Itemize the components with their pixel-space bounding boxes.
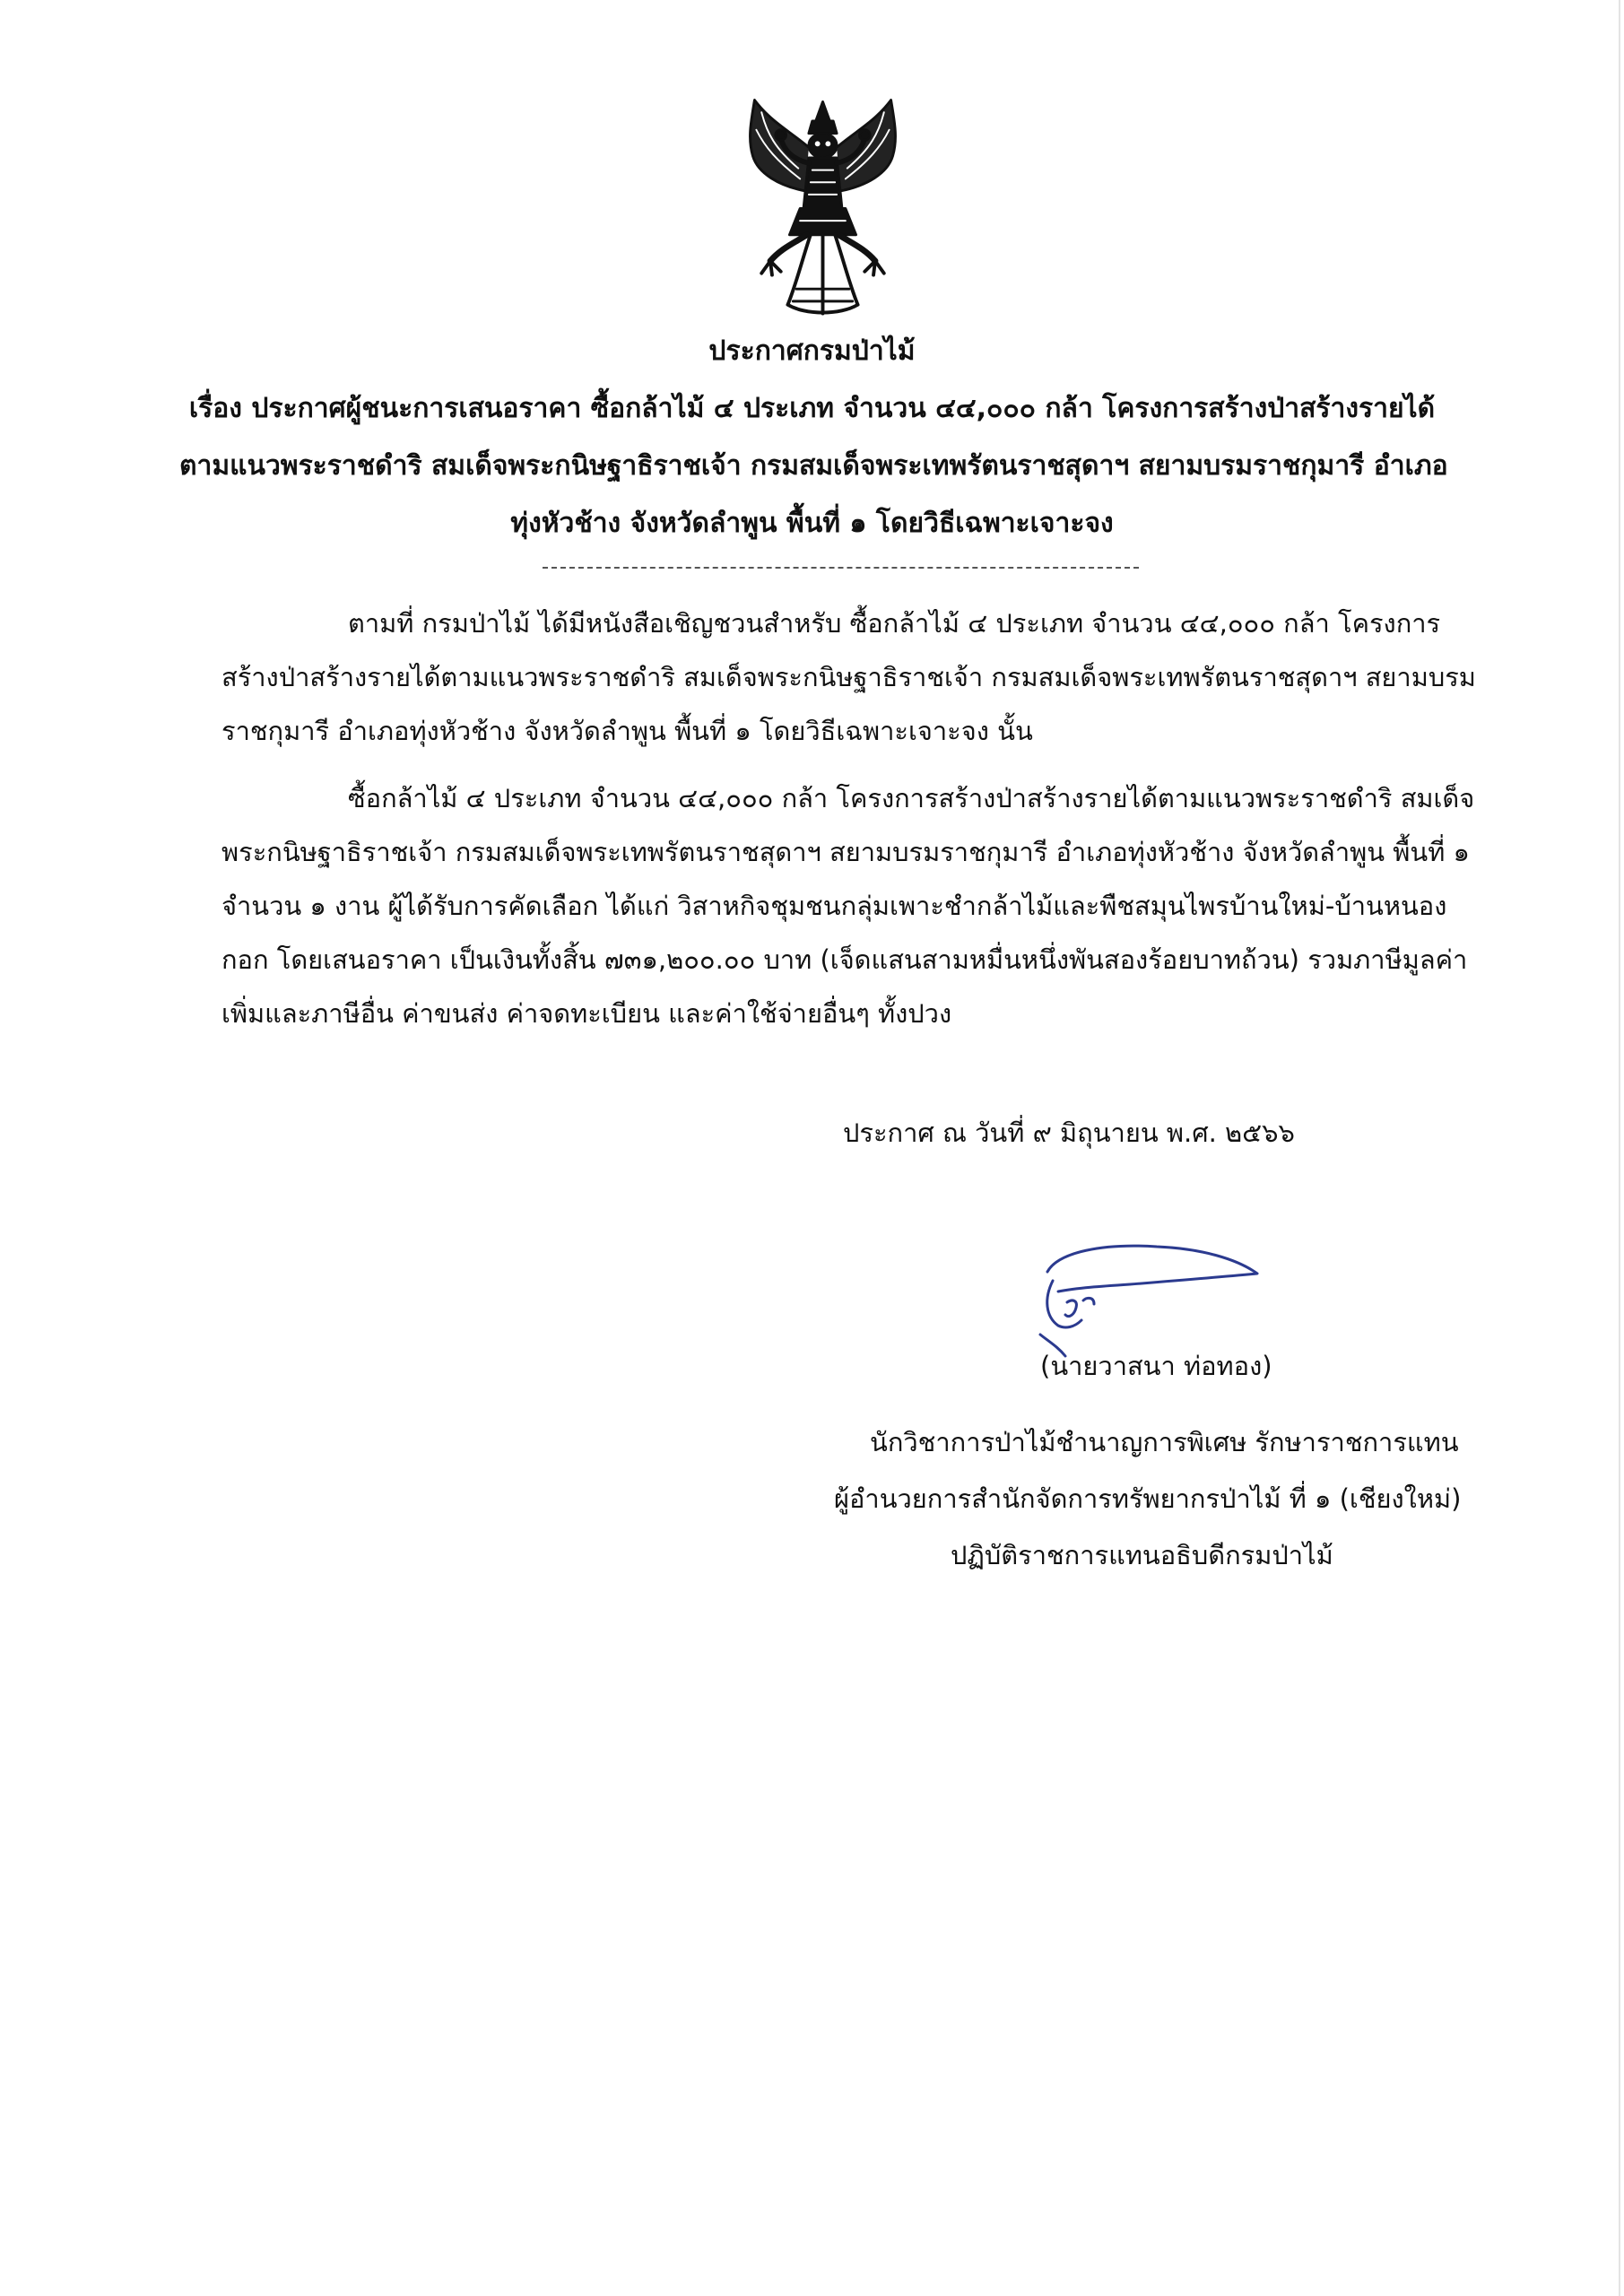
- body-paragraph-1: [0, 596, 1476, 758]
- garuda-emblem-icon: [735, 94, 910, 323]
- signatory-title: ผู้อำนวยการสำนักจัดการทรัพยากรป่าไม้ ที่ ๑ (เชียงใหม่): [834, 1483, 1462, 1514]
- signatory-title: ปฏิบัติราชการแทนอธิบดีกรมป่าไม้: [951, 1540, 1333, 1570]
- subject-line: ตามแนวพระราชดำริ สมเด็จพระกนิษฐาธิราชเจ้า กรมสมเด็จพระเทพรัตนราชสุดาฯ สยามบรมราชกุมารี อำเภอ: [179, 450, 1448, 482]
- paragraph-line: เพิ่มและภาษีอื่น ค่าขนส่ง ค่าจดทะเบียน และค่าใช้จ่ายอื่นๆ ทั้งปวง: [221, 998, 952, 1029]
- paragraph-line: ราชกุมารี อำเภอทุ่งหัวช้าง จังหวัดลำพูน พื้นที่ ๑ โดยวิธีเฉพาะเจาะจง นั้น: [221, 716, 1033, 746]
- paragraph-line: พระกนิษฐาธิราชเจ้า กรมสมเด็จพระเทพรัตนราชสุดาฯ สยามบรมราชกุมารี อำเภอทุ่งหัวช้าง จังหวัดลำพูน พื้นที่ ๑: [221, 837, 1470, 867]
- paragraph-line: ซื้อกล้าไม้ ๔ ประเภท จำนวน ๔๔,๐๐๐ กล้า โครงการสร้างป่าสร้างรายได้ตามแนวพระราชดำริ สมเด็จ: [348, 783, 1475, 813]
- page-edge: [1619, 0, 1620, 2296]
- paragraph-line: ตามที่ กรมป่าไม้ ได้มีหนังสือเชิญชวนสำหรับ ซื้อกล้าไม้ ๔ ประเภท จำนวน ๔๔,๐๐๐ กล้า โครงการ: [348, 608, 1441, 639]
- paragraph-line: กอก โดยเสนอราคา เป็นเงินทั้งสิ้น ๗๓๑,๒๐๐.๐๐ บาท (เจ็ดแสนสามหมื่นหนึ่งพันสองร้อยบาทถ้วน) รวมภาษีมูลค่า: [221, 944, 1468, 975]
- paragraph-line: จำนวน ๑ งาน ผู้ได้รับการคัดเลือก ได้แก่ วิสาหกิจชุมชนกลุ่มเพาะชำกล้าไม้และพืชสมุนไพรบ้านใหม่-บ้านหนอง: [221, 891, 1447, 921]
- subject-line: เรื่อง ประกาศผู้ชนะการเสนอราคา ซื้อกล้าไม้ ๔ ประเภท จำนวน ๔๔,๐๐๐ กล้า โครงการสร้างป่าสร้างรายได้: [188, 393, 1436, 424]
- subject-line: ทุ่งหัวช้าง จังหวัดลำพูน พื้นที่ ๑ โดยวิธีเฉพาะเจาะจง: [510, 508, 1114, 539]
- heading-divider: [543, 567, 1139, 569]
- signatory-title: นักวิชาการป่าไม้ชำนาญการพิเศษ รักษาราชการแทน: [870, 1427, 1459, 1457]
- announcement-organization: ประกาศกรมป่าไม้: [708, 335, 916, 367]
- signatory-name: (นายวาสนา ท่อทอง): [1040, 1351, 1272, 1381]
- announcement-date: ประกาศ ณ วันที่ ๙ มิถุนายน พ.ศ. ๒๕๖๖: [843, 1118, 1295, 1148]
- paragraph-line: สร้างป่าสร้างรายได้ตามแนวพระราชดำริ สมเด็จพระกนิษฐาธิราชเจ้า กรมสมเด็จพระเทพรัตนราชสุดาฯ สยามบรม: [221, 662, 1476, 692]
- body-paragraph-2: [0, 771, 1474, 1040]
- announcement-subject: [179, 380, 1448, 552]
- handwritten-signature: [1022, 1227, 1273, 1361]
